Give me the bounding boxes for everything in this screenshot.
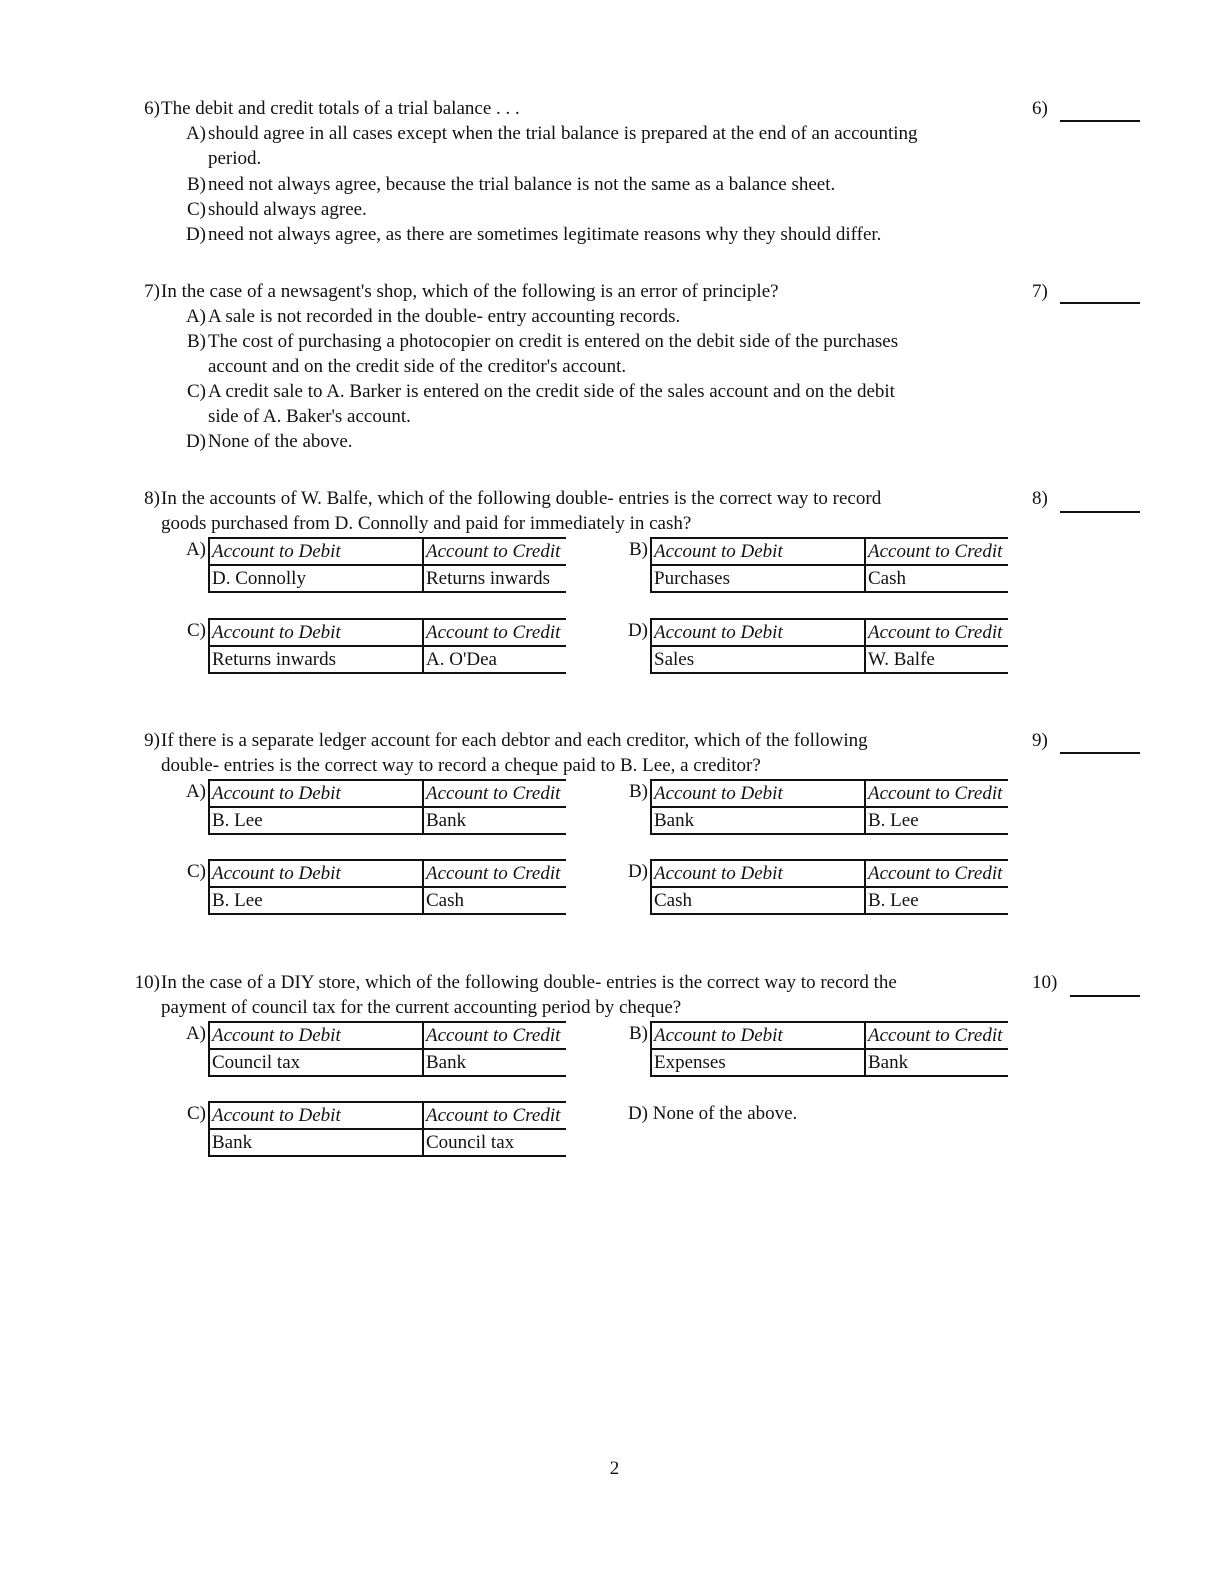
option-10d — [618, 1101, 797, 1126]
credit-account: B. Lee — [865, 887, 1008, 914]
debit-header: Account to Debit — [209, 1022, 423, 1049]
account-table — [208, 618, 566, 674]
option-text: The cost of purchasing a photocopier on credit is entered on the debit side of the purchases — [208, 331, 899, 352]
option-text: need not always agree, as there are sometimes legitimate reasons why they should differ. — [208, 224, 882, 245]
option-text: None of the above. — [652, 1103, 798, 1124]
credit-account: Cash — [865, 565, 1008, 592]
debit-header: Account to Debit — [209, 619, 423, 646]
debit-account: Expenses — [651, 1049, 865, 1076]
credit-account: Council tax — [423, 1129, 566, 1156]
option-text: period. — [208, 148, 262, 169]
question-text: payment of council tax for the current accounting period by cheque? — [161, 997, 682, 1018]
question-number: 6) — [144, 98, 160, 119]
account-table — [208, 537, 566, 593]
debit-account: B. Lee — [209, 807, 423, 834]
debit-account: Purchases — [651, 565, 865, 592]
debit-header: Account to Debit — [651, 538, 865, 565]
credit-account: B. Lee — [865, 807, 1008, 834]
credit-account: W. Balfe — [865, 646, 1008, 673]
answer-label: 6) — [1032, 98, 1048, 119]
option-letter: D) — [185, 431, 206, 452]
debit-account: Council tax — [209, 1049, 423, 1076]
debit-header: Account to Debit — [651, 619, 865, 646]
credit-account: A. O'Dea — [423, 646, 566, 673]
answer-label: 7) — [1032, 281, 1048, 302]
question-text: In the case of a DIY store, which of the following double- entries is the correct way to record the — [161, 972, 897, 993]
option-letter: D) — [185, 224, 206, 245]
credit-header: Account to Credit — [423, 619, 566, 646]
answer-label: 9) — [1032, 730, 1048, 751]
credit-account: Cash — [423, 887, 566, 914]
option-letter: C) — [187, 861, 206, 882]
debit-account: D. Connolly — [209, 565, 423, 592]
option-text: A sale is not recorded in the double- entry accounting records. — [208, 306, 681, 327]
credit-header: Account to Credit — [423, 538, 566, 565]
option-letter: C) — [187, 1103, 206, 1124]
debit-header: Account to Debit — [209, 780, 423, 807]
option-letter: C) — [187, 620, 206, 641]
credit-header: Account to Credit — [423, 1022, 566, 1049]
option-letter: B) — [629, 1023, 648, 1044]
option-letter: B) — [187, 174, 206, 195]
credit-account: Bank — [423, 807, 566, 834]
account-table — [208, 779, 566, 835]
credit-header: Account to Credit — [423, 1102, 566, 1129]
credit-header: Account to Credit — [865, 538, 1008, 565]
debit-account: Sales — [651, 646, 865, 673]
question-number: 8) — [144, 488, 160, 509]
option-text: A credit sale to A. Barker is entered on the credit side of the sales account and on the debit — [208, 381, 895, 402]
credit-header: Account to Credit — [423, 780, 566, 807]
account-table — [650, 859, 1008, 915]
option-letter: A) — [185, 781, 206, 802]
debit-account: Cash — [651, 887, 865, 914]
debit-header: Account to Debit — [651, 1022, 865, 1049]
answer-blank[interactable] — [1060, 120, 1140, 122]
answer-blank[interactable] — [1060, 752, 1140, 754]
question-number: 7) — [144, 281, 160, 302]
question-text: The debit and credit totals of a trial balance . . . — [161, 98, 520, 119]
option-letter: A) — [185, 123, 206, 144]
option-text: None of the above. — [208, 431, 353, 452]
answer-label: 8) — [1032, 488, 1048, 509]
debit-header: Account to Debit — [651, 780, 865, 807]
credit-header: Account to Credit — [865, 860, 1008, 887]
question-number: 10) — [134, 972, 160, 993]
option-text: should always agree. — [208, 199, 367, 220]
debit-header: Account to Debit — [209, 860, 423, 887]
credit-account: Bank — [865, 1049, 1008, 1076]
option-text: account and on the credit side of the creditor's account. — [208, 356, 627, 377]
credit-header: Account to Credit — [865, 619, 1008, 646]
option-letter: B) — [629, 539, 648, 560]
question-text: double- entries is the correct way to record a cheque paid to B. Lee, a creditor? — [161, 755, 761, 776]
option-letter: A) — [185, 306, 206, 327]
option-text: side of A. Baker's account. — [208, 406, 411, 427]
answer-blank[interactable] — [1060, 511, 1140, 513]
debit-account: B. Lee — [209, 887, 423, 914]
answer-blank[interactable] — [1060, 302, 1140, 304]
account-table — [208, 1021, 566, 1077]
option-letter: A) — [185, 1023, 206, 1044]
question-text: In the case of a newsagent's shop, which of the following is an error of principle? — [161, 281, 779, 302]
account-table — [650, 779, 1008, 835]
account-table — [650, 537, 1008, 593]
credit-account: Returns inwards — [423, 565, 566, 592]
option-text: should agree in all cases except when the trial balance is prepared at the end of an accounting — [208, 123, 918, 144]
option-letter: D) — [627, 620, 648, 641]
debit-account: Returns inwards — [209, 646, 423, 673]
option-letter: C) — [187, 381, 206, 402]
debit-account: Bank — [209, 1129, 423, 1156]
account-table — [650, 1021, 1008, 1077]
question-text: goods purchased from D. Connolly and paid for immediately in cash? — [161, 513, 692, 534]
credit-account: Bank — [423, 1049, 566, 1076]
debit-header: Account to Debit — [209, 538, 423, 565]
account-table — [650, 618, 1008, 674]
debit-header: Account to Debit — [209, 1102, 423, 1129]
question-number: 9) — [144, 730, 160, 751]
question-text: In the accounts of W. Balfe, which of the following double- entries is the correct way to record — [161, 488, 882, 509]
option-letter: D) — [627, 861, 648, 882]
debit-account: Bank — [651, 807, 865, 834]
debit-header: Account to Debit — [651, 860, 865, 887]
page-number: 2 — [609, 1458, 620, 1479]
option-letter: B) — [629, 781, 648, 802]
credit-header: Account to Credit — [423, 860, 566, 887]
account-table — [208, 859, 566, 915]
credit-header: Account to Credit — [865, 780, 1008, 807]
answer-blank[interactable] — [1070, 995, 1140, 997]
option-text: need not always agree, because the trial balance is not the same as a balance sheet. — [208, 174, 836, 195]
option-letter: C) — [187, 199, 206, 220]
option-letter: A) — [185, 539, 206, 560]
credit-header: Account to Credit — [865, 1022, 1008, 1049]
answer-label: 10) — [1032, 972, 1058, 993]
question-text: If there is a separate ledger account for each debtor and each creditor, which of the following — [161, 730, 868, 751]
option-letter: D) — [627, 1103, 648, 1124]
option-letter: B) — [187, 331, 206, 352]
account-table — [208, 1101, 566, 1157]
